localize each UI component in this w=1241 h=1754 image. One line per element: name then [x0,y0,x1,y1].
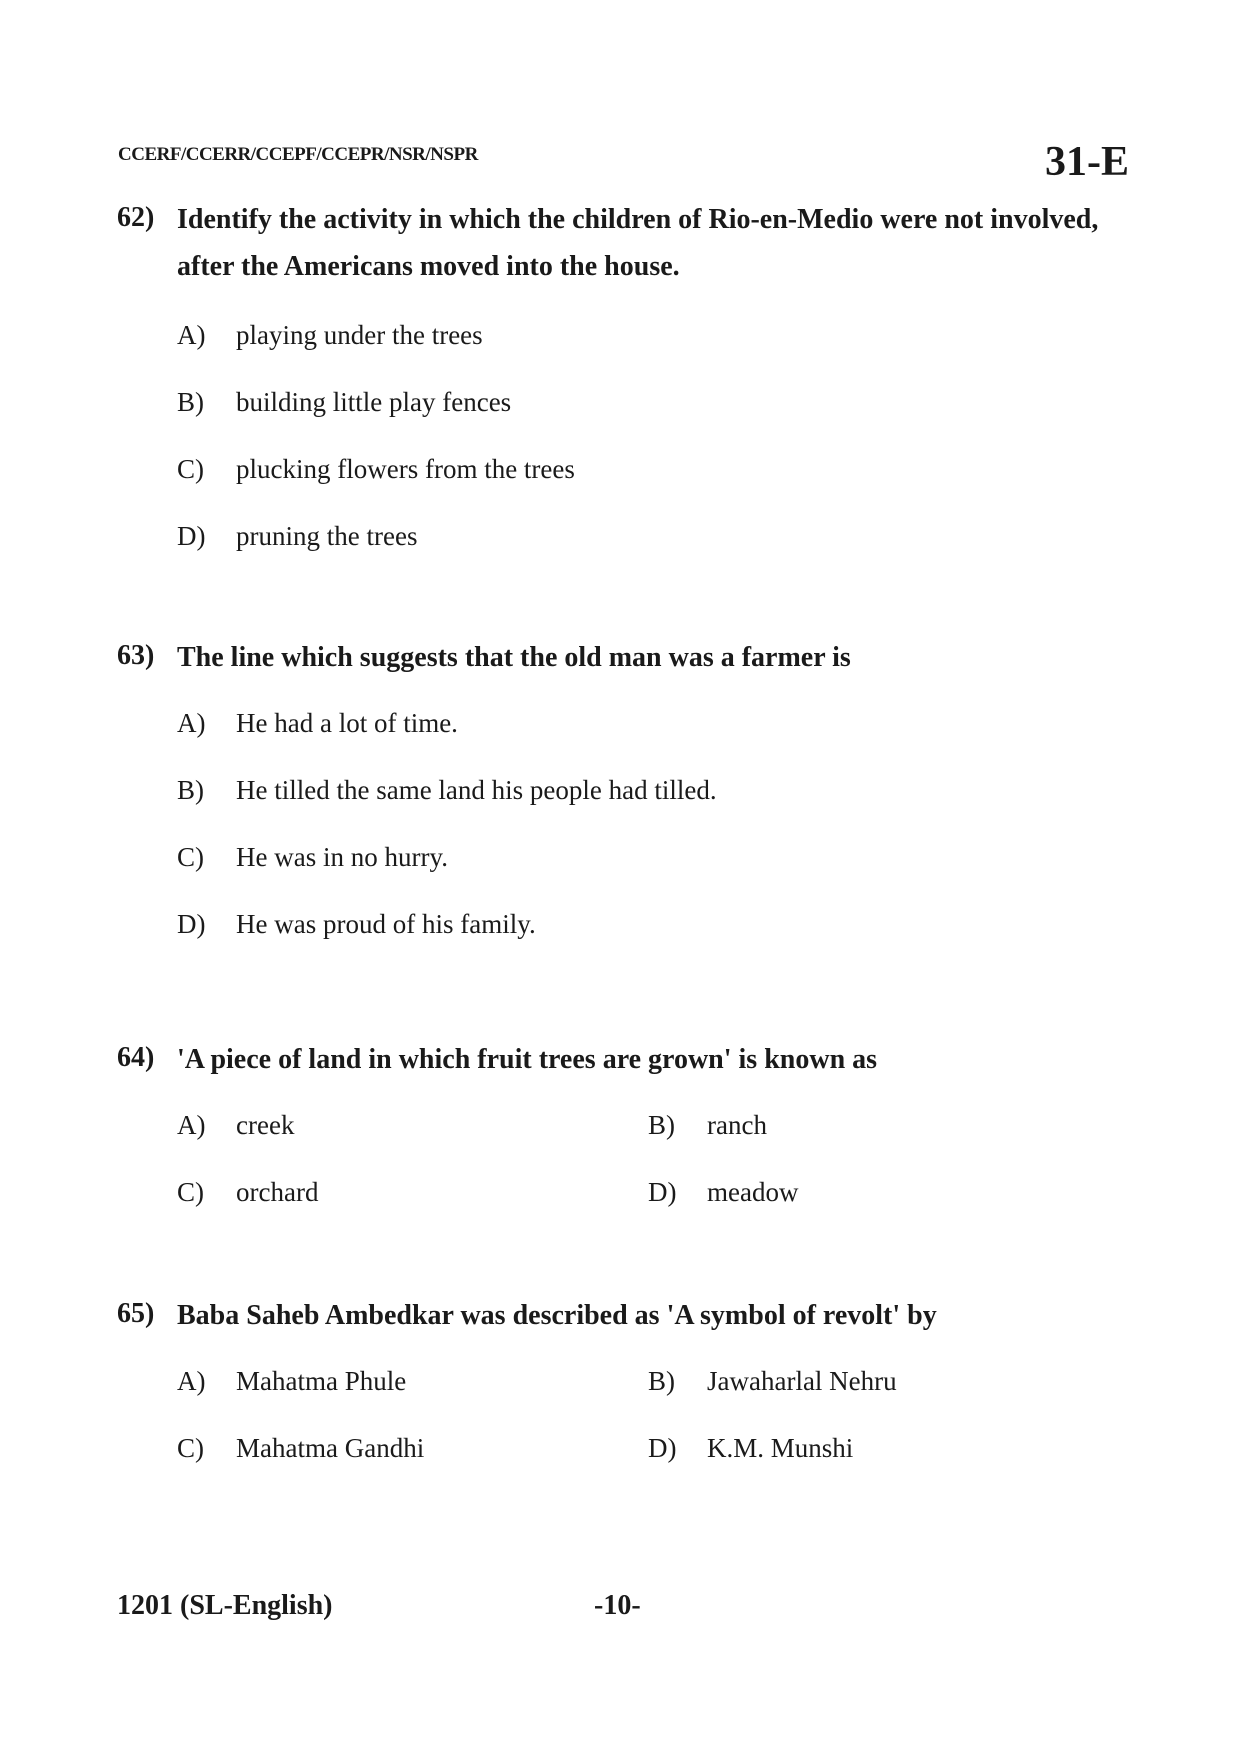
question-65-text: Baba Saheb Ambedkar was described as 'A symbol of revolt' by [177,1300,937,1331]
question-65-number: 65) [117,1298,155,1329]
q63-option-b-letter: B) [177,775,204,805]
q63-option-a-letter: A) [177,708,206,738]
q63-option-d-text: He was proud of his family. [236,909,536,939]
q65-option-b-letter: B) [648,1366,675,1396]
exam-code-header: CCERF/CCERR/CCEPF/CCEPR/NSR/NSPR [118,144,478,165]
q64-option-b-letter: B) [648,1110,675,1140]
q62-option-d-text: pruning the trees [236,521,418,551]
q62-option-a-text: playing under the trees [236,320,483,350]
footer-paper-code: 1201 (SL-English) [117,1590,333,1621]
page-number: -10- [594,1590,641,1621]
question-62-number: 62) [117,202,155,233]
q62-option-b-text: building little play fences [236,387,512,417]
q65-option-d-letter: D) [648,1433,677,1463]
question-62-text: Identify the activity in which the children of Rio-en-Medio were not involved, after the Americans moved into the house. [177,204,1099,282]
q64-option-d-letter: D) [648,1177,677,1207]
q65-option-d-text: K.M. Munshi [707,1433,854,1463]
q62-option-c-text: plucking flowers from the trees [236,454,575,484]
paper-id: 31-E [1045,139,1129,185]
q62-option-a-letter: A) [177,320,206,350]
q65-option-c-letter: C) [177,1433,204,1463]
question-64-text: 'A piece of land in which fruit trees are grown' is known as [177,1044,878,1075]
q64-option-d-text: meadow [707,1177,799,1207]
q64-option-c-letter: C) [177,1177,204,1207]
q64-option-a-text: creek [236,1110,295,1140]
q63-option-a-text: He had a lot of time. [236,708,458,738]
question-63-text: The line which suggests that the old man was a farmer is [177,642,851,673]
q65-option-a-letter: A) [177,1366,206,1396]
q62-option-c-letter: C) [177,454,204,484]
question-63-number: 63) [117,640,155,671]
q65-option-b-text: Jawaharlal Nehru [707,1366,897,1396]
q64-option-b-text: ranch [707,1110,767,1140]
q64-option-c-text: orchard [236,1177,319,1207]
q63-option-c-text: He was in no hurry. [236,842,448,872]
q63-option-d-letter: D) [177,909,206,939]
q65-option-a-text: Mahatma Phule [236,1366,407,1396]
q65-option-c-text: Mahatma Gandhi [236,1433,425,1463]
q64-option-a-letter: A) [177,1110,206,1140]
q63-option-c-letter: C) [177,842,204,872]
q62-option-b-letter: B) [177,387,204,417]
q63-option-b-text: He tilled the same land his people had tilled. [236,775,717,805]
q62-option-d-letter: D) [177,521,206,551]
question-64-number: 64) [117,1042,155,1073]
